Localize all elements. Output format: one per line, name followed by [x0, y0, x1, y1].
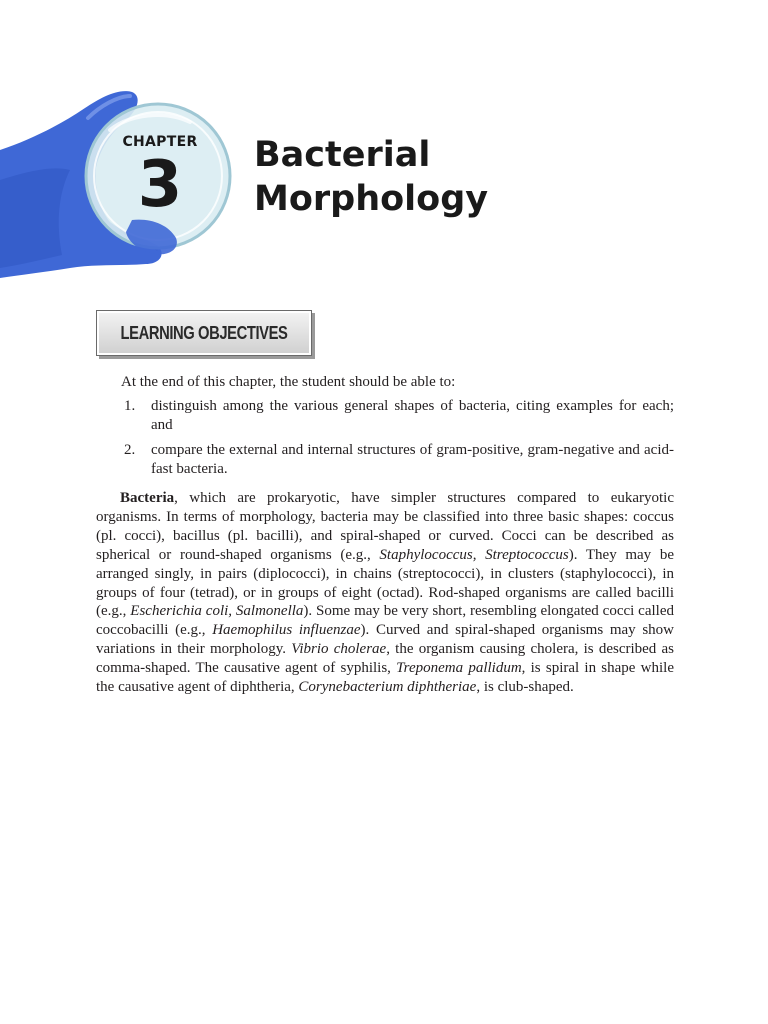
- list-item: [124, 397, 674, 435]
- species-name: Vibrio cholerae: [291, 641, 387, 658]
- chapter-title: [254, 133, 488, 221]
- species-name: Corynebacterium diphtheriae: [298, 679, 477, 696]
- species-name: Treponema pallidum: [396, 660, 522, 677]
- text-run: , which are prokaryotic, have simpler structures compared to eukaryotic organisms. In terms of morphology, bacteria may be classified into three basic shapes: coccus (pl. cocci), bacillus (pl. bacilli), and spiral-shaped or curved. Cocci can be described as spherical or round-shaped organisms (e.g.,: [96, 490, 674, 563]
- chapter-number: 3: [137, 148, 183, 222]
- term-bacteria: Bacteria: [120, 490, 175, 506]
- text-run: ). Curved and spiral-shaped organisms may show variations in their morphology.: [96, 622, 674, 658]
- title-line-2: Morphology: [254, 179, 489, 219]
- learning-objectives-heading: LEARNING OBJECTIVES: [120, 323, 288, 343]
- text-run: , the organism causing cholera, is described as comma-shaped. The causative agent of syphilis,: [96, 641, 675, 677]
- objectives-list: [124, 397, 674, 485]
- body-paragraph: [96, 489, 674, 697]
- objectives-intro: At the end of this chapter, the student should be able to:: [121, 374, 456, 390]
- species-name: Haemophilus influenzae: [212, 622, 361, 639]
- species-name: Escherichia coli, Salmonella: [130, 603, 304, 620]
- list-item: [124, 441, 674, 479]
- title-line-1: Bacterial: [254, 135, 431, 175]
- text-run: ). Some may be very short, resembling elongated cocci called coccobacilli (e.g.,: [96, 603, 674, 639]
- text-run: , is spiral in shape while the causative agent of diphtheria,: [96, 660, 675, 696]
- species-name: Staphylococcus, Streptococcus: [379, 546, 569, 563]
- list-text: distinguish among the various general shapes of bacteria, citing examples for each; and: [151, 398, 674, 433]
- learning-objectives-banner: [96, 310, 312, 356]
- chapter-label: CHAPTER: [122, 134, 198, 150]
- list-number: 2.: [124, 442, 136, 458]
- text-run: ). They may be arranged singly, in pairs (diplococci), in chains (streptococci), in clusters (staphylococci), in groups of four (tetrad), or in groups of eight (octad). Rod-shaped organisms are called bacilli (e.g.,: [96, 546, 675, 620]
- text-run: , is club-shaped.: [476, 679, 574, 696]
- list-text: compare the external and internal structures of gram-positive, gram-negative and acid-fast bacteria.: [151, 442, 674, 477]
- list-number: 1.: [124, 398, 136, 414]
